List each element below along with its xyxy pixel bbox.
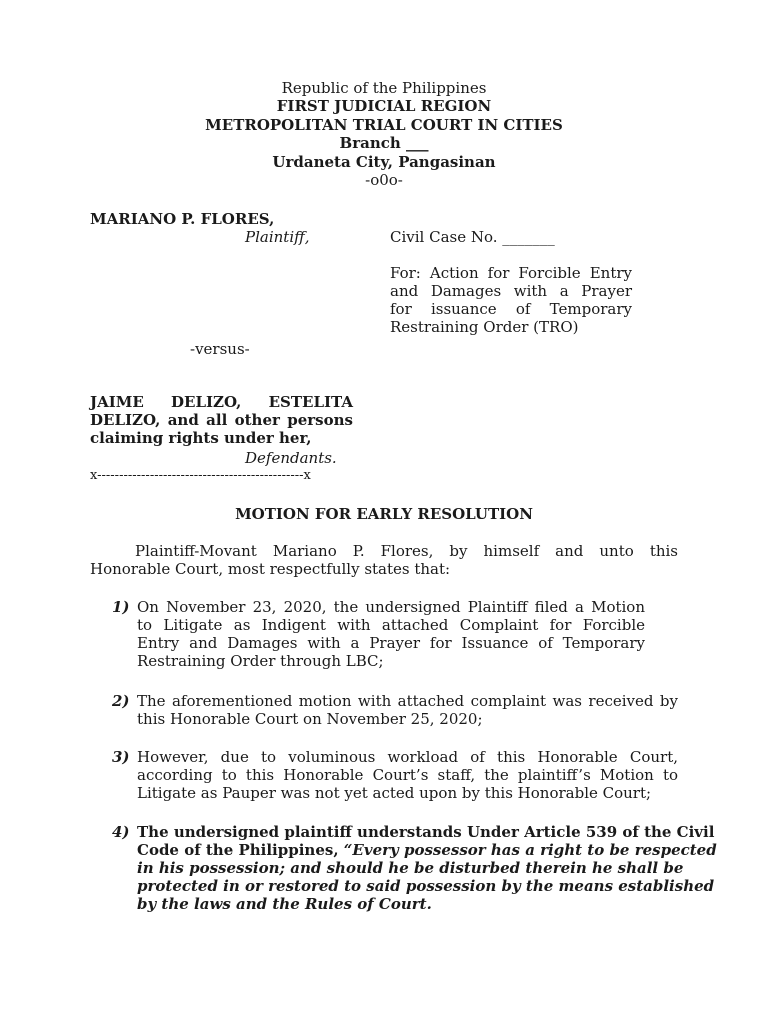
item-text	[137, 692, 678, 728]
item-line: to Litigate as Indigent with attached Complaint for Forcible	[137, 616, 645, 634]
action-line: Restraining Order (TRO)	[390, 318, 579, 336]
motion-title: MOTION FOR EARLY RESOLUTION	[235, 505, 533, 523]
item-line: However, due to voluminous workload of this Honorable Court,	[137, 748, 678, 766]
item-line: by the laws and the Rules of Court.	[137, 895, 432, 913]
action-line: and Damages with a Prayer	[390, 282, 632, 300]
header-city: Urdaneta City, Pangasinan	[272, 153, 496, 171]
item-line: Litigate as Pauper was not yet acted upon by this Honorable Court;	[137, 784, 652, 802]
intro-paragraph	[90, 542, 678, 578]
header-court: METROPOLITAN TRIAL COURT IN CITIES	[205, 116, 563, 134]
civil-case-number: Civil Case No. _______	[390, 228, 555, 246]
item-line: according to this Honorable Court’s staff, the plaintiff’s Motion to	[137, 766, 678, 784]
action-description	[390, 264, 632, 336]
item-text	[137, 748, 678, 802]
action-line: For: Action for Forcible Entry	[390, 264, 632, 282]
item-line: The aforementioned motion with attached complaint was received by	[137, 692, 678, 710]
header-region: FIRST JUDICIAL REGION	[276, 97, 492, 115]
item-number: 1)	[112, 598, 130, 616]
versus-label: -versus-	[190, 340, 250, 358]
plaintiff-name: MARIANO P. FLORES,	[90, 210, 275, 228]
item-line	[137, 841, 717, 859]
header-branch: Branch ___	[339, 134, 429, 152]
plaintiff-role: Plaintiff,	[245, 228, 310, 246]
caption-separator: x-----------------------------------------------x	[90, 468, 311, 483]
item-line: The undersigned plaintiff understands Under Article 539 of the Civil	[137, 823, 715, 841]
defendant-line: DELIZO, and all other persons	[90, 411, 353, 429]
item-number: 2)	[112, 692, 130, 710]
item-line: Restraining Order through LBC;	[137, 652, 384, 670]
item-number: 4)	[112, 823, 130, 841]
action-line: for issuance of Temporary	[390, 300, 632, 318]
quoted-article: “Every possessor has a right to be respected	[343, 841, 717, 859]
item-number: 3)	[112, 748, 130, 766]
item-text	[137, 823, 717, 913]
item-line: protected in or restored to said possession by the means established	[137, 877, 715, 895]
defendant-line: JAIME DELIZO, ESTELITA	[90, 393, 353, 411]
item-line: On November 23, 2020, the undersigned Plaintiff filed a Motion	[137, 598, 645, 616]
item-line: Entry and Damages with a Prayer for Issuance of Temporary	[137, 634, 645, 652]
intro-line: Honorable Court, most respectfully states that:	[90, 560, 451, 578]
item-line: in his possession; and should he be disturbed therein he shall be	[137, 859, 684, 877]
intro-line: Plaintiff-Movant Mariano P. Flores, by himself and unto this	[135, 542, 678, 560]
header-republic: Republic of the Philippines	[281, 79, 487, 97]
item-line: this Honorable Court on November 25, 2020;	[137, 710, 483, 728]
item-text	[137, 598, 645, 670]
defendant-names	[90, 393, 353, 447]
item-text-span: Code of the Philippines,	[137, 841, 339, 859]
header-ornament: -o0o-	[365, 171, 403, 189]
defendant-role: Defendants.	[245, 449, 337, 467]
defendant-line: claiming rights under her,	[90, 429, 312, 447]
